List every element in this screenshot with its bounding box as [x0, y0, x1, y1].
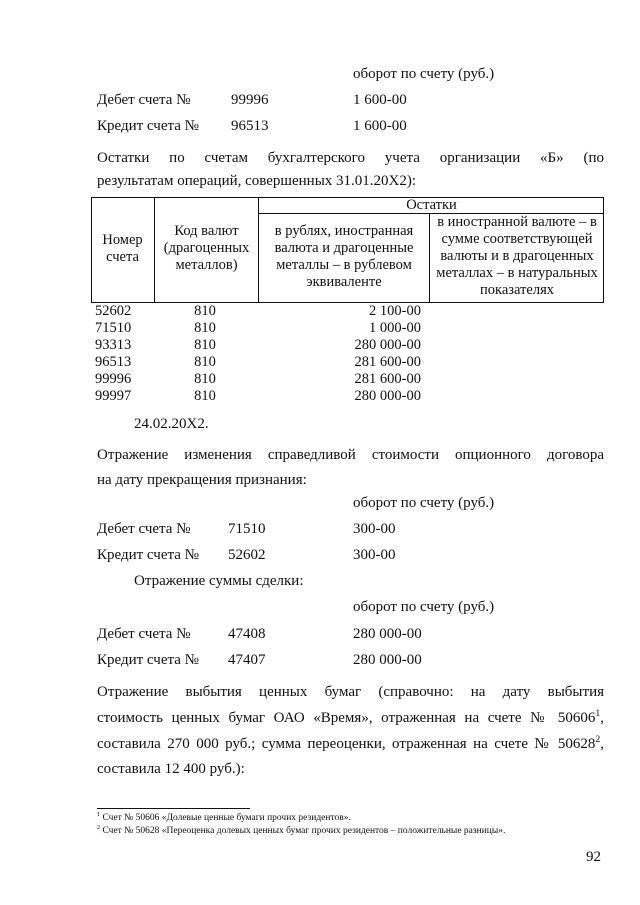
fair-value-line1: Отражение изменения справедливой стоимости опционного договора	[97, 447, 604, 463]
row-code: 810	[194, 303, 216, 319]
entry3-debit-label: Дебет счета №	[97, 626, 191, 642]
row-code: 810	[194, 354, 216, 370]
header-balances: Остатки	[406, 197, 457, 213]
entry2-debit-label: Дебет счета №	[97, 521, 191, 537]
entry2-credit-amount: 300-00	[353, 547, 396, 563]
entry2-debit-account: 71510	[228, 521, 266, 537]
footnote-ref-1[interactable]: 1	[595, 708, 601, 719]
page-number: 92	[586, 849, 601, 865]
entry1-debit-label: Дебет счета №	[97, 92, 191, 108]
header-account-number: Номер счета	[102, 232, 143, 265]
footnote-1: $^1$ Счет № 50606 «Долевые ценные бумаги прочих резидентов».	[97, 811, 351, 823]
entry1-credit-amount: 1 600-00	[353, 118, 407, 134]
entry3-debit-account: 47408	[228, 626, 266, 642]
table-row	[91, 337, 604, 354]
row-rubles: 1 000-00	[369, 320, 421, 336]
entry1-debit-account: 99996	[231, 92, 269, 108]
entry3-credit-label: Кредит счета №	[97, 652, 199, 668]
row-account: 52602	[95, 303, 132, 319]
row-code: 810	[194, 388, 216, 404]
row-rubles: 280 000-00	[354, 388, 421, 404]
table-row	[91, 371, 604, 388]
disposal-line1: Отражение выбытия ценных бумаг (справочно: на дату выбытия	[97, 684, 604, 700]
header-in-foreign-currency: в иностранной валюте – в сумме соответствующей валюты и в драгоценных металлах – в натуральных показателях	[436, 214, 598, 298]
footnote-ref-2[interactable]: 2	[595, 734, 601, 745]
header-in-rubles: в рублях, иностранная валюта и драгоценные металлы – в рублевом эквиваленте	[274, 223, 414, 290]
row-rubles: 2 100-00	[369, 303, 421, 319]
entry3-credit-amount: 280 000-00	[353, 652, 422, 668]
row-code: 810	[194, 371, 216, 387]
row-account: 96513	[95, 354, 132, 370]
date-line: 24.02.20Х2.	[134, 416, 209, 432]
row-account: 99996	[95, 371, 132, 387]
balances-table-body	[91, 303, 604, 405]
disposal-line2: стоимость ценных бумаг ОАО «Время», отраженная на счете № 50606$^1$,	[97, 708, 604, 726]
table-row	[91, 354, 604, 371]
deal-sum-heading: Отражение суммы сделки:	[134, 573, 304, 589]
entry1-debit-amount: 1 600-00	[353, 92, 407, 108]
footnote-2: $^2$ Счет № 50628 «Переоценка долевых ценных бумаг прочих резидентов – положительные разницы».	[97, 824, 506, 836]
table-row	[91, 320, 604, 337]
footnote-separator	[97, 808, 250, 809]
row-rubles: 281 600-00	[354, 371, 421, 387]
entry3-credit-account: 47407	[228, 652, 266, 668]
disposal-line4: составила 12 400 руб.):	[97, 761, 245, 777]
header-currency-code: Код валют (драгоценных металлов)	[163, 223, 250, 273]
fair-value-line2: на дату прекращения признания:	[97, 472, 307, 488]
row-account: 71510	[95, 320, 132, 336]
table-row	[91, 303, 604, 320]
row-code: 810	[194, 320, 216, 336]
entry2-credit-account: 52602	[228, 547, 266, 563]
balances-table-header	[91, 197, 604, 303]
row-account: 93313	[95, 337, 132, 353]
entry2-debit-amount: 300-00	[353, 521, 396, 537]
entry1-credit-account: 96513	[231, 118, 269, 134]
entry3-debit-amount: 280 000-00	[353, 626, 422, 642]
entry1-header: оборот по счету (руб.)	[353, 66, 495, 82]
row-code: 810	[194, 337, 216, 353]
row-account: 99997	[95, 388, 132, 404]
row-rubles: 281 600-00	[354, 354, 421, 370]
entry1-credit-label: Кредит счета №	[97, 118, 199, 134]
entry2-header: оборот по счету (руб.)	[353, 495, 495, 511]
disposal-line3: составила 270 000 руб.; сумма переоценки, отраженная на счете № 50628$^2$,	[97, 734, 604, 752]
balances-intro-line2: результатам операций, совершенных 31.01.20Х2):	[97, 173, 417, 189]
entry3-header: оборот по счету (руб.)	[353, 599, 495, 615]
row-rubles: 280 000-00	[354, 337, 421, 353]
balances-intro-line1: Остатки по счетам бухгалтерского учета организации «Б» (по	[97, 150, 604, 166]
table-row	[91, 388, 604, 405]
entry2-credit-label: Кредит счета №	[97, 547, 199, 563]
